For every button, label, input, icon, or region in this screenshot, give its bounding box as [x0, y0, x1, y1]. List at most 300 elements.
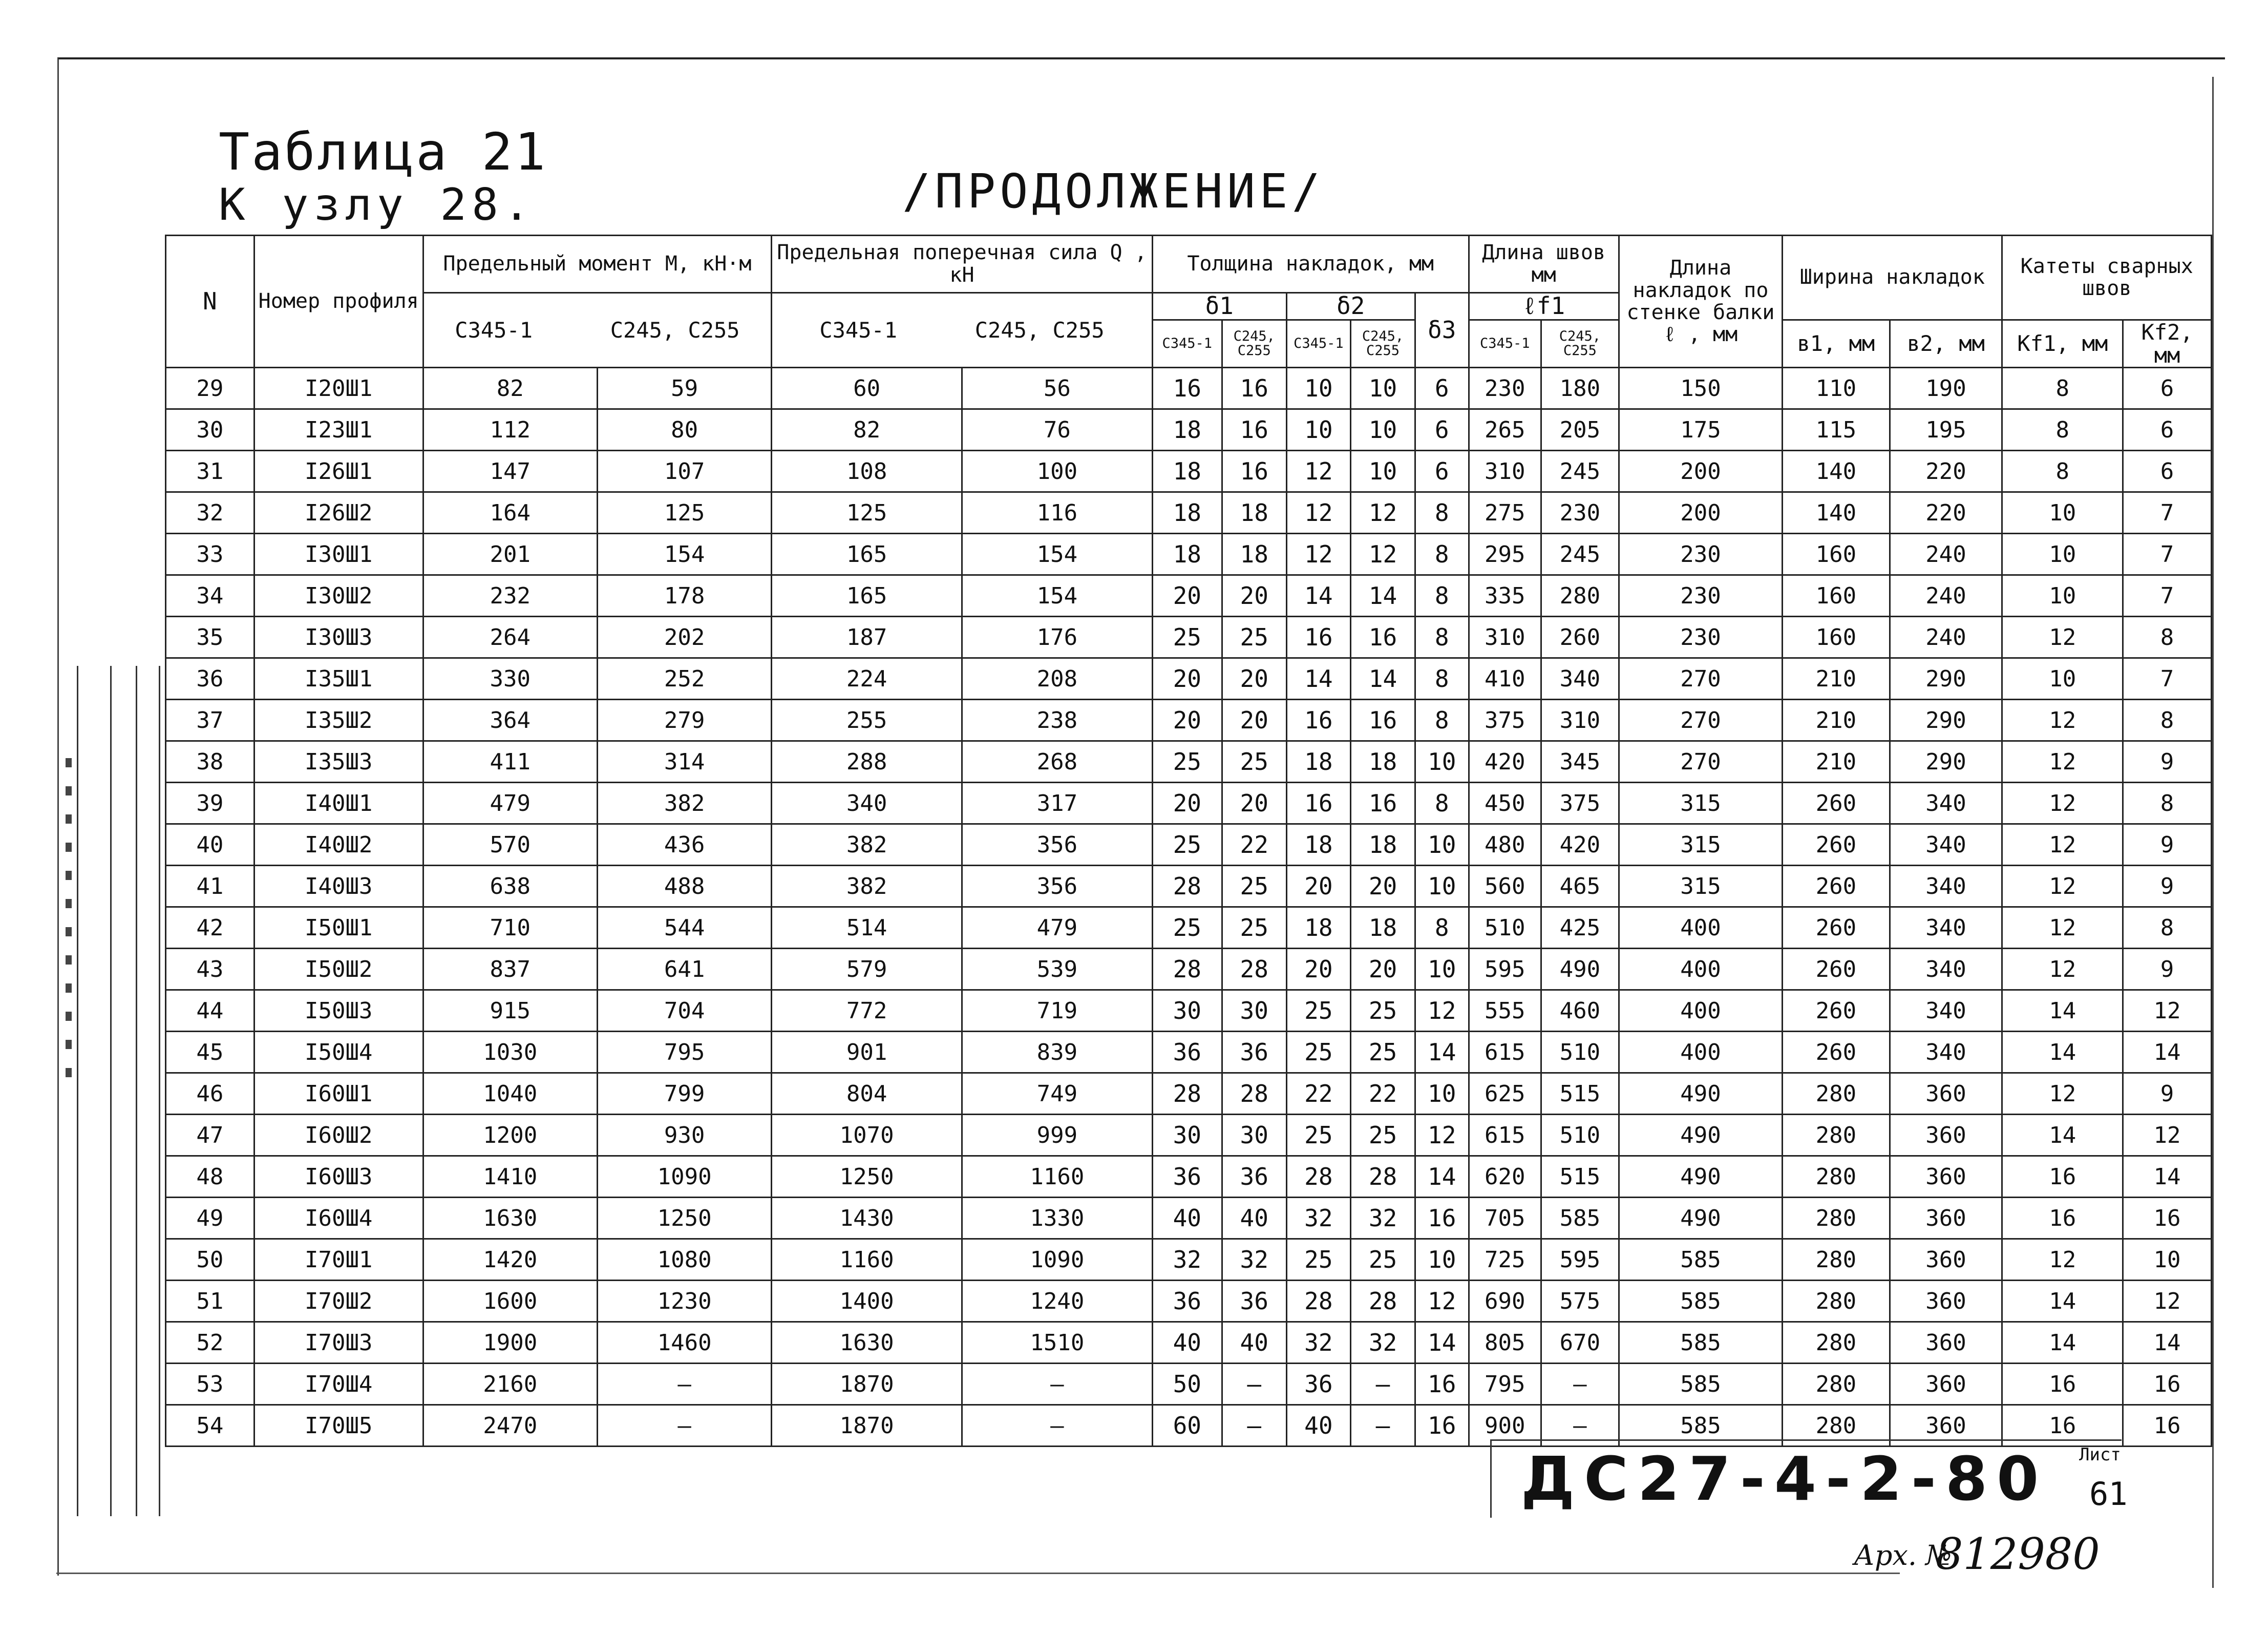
leg-kf2: 14 [2123, 1032, 2212, 1073]
table-row [166, 368, 2212, 409]
weld-c245: 205 [1541, 409, 1619, 451]
profile-number: I23Ш1 [254, 409, 423, 451]
moment-c245: 1230 [597, 1281, 771, 1322]
row-number: 41 [166, 866, 255, 907]
thickness-d2-c345: 14 [1286, 575, 1351, 617]
thk-d2-c345: С345-1 [1286, 320, 1351, 368]
thickness-d1-c245: 20 [1222, 700, 1286, 741]
shear-c245: 479 [962, 907, 1153, 949]
binding-tick [66, 927, 72, 936]
moment-c245: 1090 [597, 1156, 771, 1198]
table-row [166, 451, 2212, 492]
width-b1: 160 [1783, 534, 1890, 575]
weld-c245: 375 [1541, 783, 1619, 824]
shear-c345: 82 [772, 409, 962, 451]
thickness-d3: 14 [1415, 1322, 1469, 1364]
shear-c245: 1330 [962, 1198, 1153, 1239]
width-b1: 280 [1783, 1281, 1890, 1322]
thickness-d2-c345: 12 [1286, 534, 1351, 575]
row-number: 38 [166, 741, 255, 783]
thickness-d2-c245: 20 [1351, 949, 1415, 990]
weld-c245: 515 [1541, 1156, 1619, 1198]
shear-c245: — [962, 1405, 1153, 1447]
profile-number: I35Ш2 [254, 700, 423, 741]
width-b2: 290 [1890, 658, 2002, 700]
row-number: 45 [166, 1032, 255, 1073]
thickness-d2-c345: 16 [1286, 617, 1351, 658]
thickness-d2-c245: 25 [1351, 990, 1415, 1032]
binding-tick [66, 1068, 72, 1077]
weld-c345: 795 [1469, 1364, 1541, 1405]
leg-kf1: 12 [2002, 1073, 2123, 1115]
thickness-d2-c245: — [1351, 1364, 1415, 1405]
thickness-d1-c345: 25 [1152, 617, 1222, 658]
row-number: 40 [166, 824, 255, 866]
thickness-d2-c345: 20 [1286, 866, 1351, 907]
frame-bottom-edge [56, 1573, 1900, 1574]
weld-c345: 480 [1469, 824, 1541, 866]
thickness-d2-c345: 16 [1286, 700, 1351, 741]
profile-table [165, 235, 2212, 1447]
thickness-d3: 12 [1415, 1281, 1469, 1322]
thickness-d2-c345: 25 [1286, 990, 1351, 1032]
header-n: N [166, 236, 255, 368]
leg-kf1: 8 [2002, 451, 2123, 492]
weld-c245: 465 [1541, 866, 1619, 907]
thickness-d1-c345: 30 [1152, 990, 1222, 1032]
thickness-d1-c245: 28 [1222, 949, 1286, 990]
thickness-d3: 16 [1415, 1364, 1469, 1405]
thickness-d3: 8 [1415, 534, 1469, 575]
document-number: ДС27-4-2-80 [1521, 1443, 2048, 1514]
thickness-d2-c245: 20 [1351, 866, 1415, 907]
shear-c245: 1510 [962, 1322, 1153, 1364]
thickness-d1-c345: 32 [1152, 1239, 1222, 1281]
thickness-d3: 12 [1415, 990, 1469, 1032]
thickness-d1-c245: 25 [1222, 741, 1286, 783]
profile-number: I70Ш3 [254, 1322, 423, 1364]
width-b2: 220 [1890, 492, 2002, 534]
thickness-d2-c245: 25 [1351, 1239, 1415, 1281]
weld-c345: 705 [1469, 1198, 1541, 1239]
table-row [166, 617, 2212, 658]
weld-c345: 375 [1469, 700, 1541, 741]
thk-d1-c245: С245, С255 [1222, 320, 1286, 368]
thickness-d3: 10 [1415, 866, 1469, 907]
moment-c345: 479 [423, 783, 597, 824]
header-weld-length: Длина швов мм [1469, 236, 1619, 293]
width-b1: 160 [1783, 617, 1890, 658]
leg-kf1: 8 [2002, 409, 2123, 451]
plate-length: 490 [1619, 1198, 1782, 1239]
weld-c245: 310 [1541, 700, 1619, 741]
binding-line [77, 666, 78, 1516]
thickness-d2-c245: 14 [1351, 575, 1415, 617]
moment-c345: 164 [423, 492, 597, 534]
profile-number: I40Ш2 [254, 824, 423, 866]
leg-kf1: 10 [2002, 658, 2123, 700]
header-kf2: Кf2, мм [2123, 320, 2212, 368]
weld-c245: 245 [1541, 451, 1619, 492]
weld-c245: 280 [1541, 575, 1619, 617]
table-row [166, 907, 2212, 949]
header-thickness: Толщина накладок, мм [1152, 236, 1469, 293]
thickness-d2-c345: 16 [1286, 783, 1351, 824]
thickness-d1-c245: 40 [1222, 1322, 1286, 1364]
thickness-d2-c345: 28 [1286, 1156, 1351, 1198]
thickness-d2-c345: 25 [1286, 1239, 1351, 1281]
moment-c345: 1600 [423, 1281, 597, 1322]
moment-c245: 107 [597, 451, 771, 492]
thickness-d2-c245: 25 [1351, 1115, 1415, 1156]
header-delta3: δ3 [1415, 293, 1469, 368]
leg-kf1: 12 [2002, 907, 2123, 949]
width-b2: 360 [1890, 1156, 2002, 1198]
thickness-d1-c345: 25 [1152, 907, 1222, 949]
plate-length: 315 [1619, 866, 1782, 907]
moment-c345: 264 [423, 617, 597, 658]
plate-length: 400 [1619, 949, 1782, 990]
moment-c345: 2160 [423, 1364, 597, 1405]
plate-length: 490 [1619, 1073, 1782, 1115]
table-row [166, 1198, 2212, 1239]
width-b2: 340 [1890, 990, 2002, 1032]
thickness-d2-c245: 14 [1351, 658, 1415, 700]
shear-c245: 356 [962, 824, 1153, 866]
row-number: 32 [166, 492, 255, 534]
profile-number: I50Ш1 [254, 907, 423, 949]
moment-c245: 382 [597, 783, 771, 824]
leg-kf2: 16 [2123, 1364, 2212, 1405]
thickness-d1-c245: 20 [1222, 575, 1286, 617]
thickness-d1-c245: 16 [1222, 368, 1286, 409]
profile-number: I40Ш3 [254, 866, 423, 907]
shear-c245: 999 [962, 1115, 1153, 1156]
moment-c245: 178 [597, 575, 771, 617]
row-number: 47 [166, 1115, 255, 1156]
leg-kf2: 8 [2123, 617, 2212, 658]
width-b2: 220 [1890, 451, 2002, 492]
thickness-d1-c345: 28 [1152, 866, 1222, 907]
table-row [166, 741, 2212, 783]
thickness-d2-c245: 18 [1351, 907, 1415, 949]
thickness-d1-c245: — [1222, 1364, 1286, 1405]
leg-kf2: 7 [2123, 492, 2212, 534]
width-b2: 340 [1890, 907, 2002, 949]
width-b1: 210 [1783, 700, 1890, 741]
width-b2: 360 [1890, 1281, 2002, 1322]
width-b2: 340 [1890, 949, 2002, 990]
moment-c245: 795 [597, 1032, 771, 1073]
plate-length: 585 [1619, 1364, 1782, 1405]
thickness-d3: 10 [1415, 1239, 1469, 1281]
plate-length: 175 [1619, 409, 1782, 451]
shear-c345: 772 [772, 990, 962, 1032]
weld-c345: 595 [1469, 949, 1541, 990]
sheet-label: Лист [2079, 1444, 2121, 1465]
binding-line [159, 666, 160, 1516]
weld-c245: 585 [1541, 1198, 1619, 1239]
thickness-d3: 6 [1415, 409, 1469, 451]
leg-kf2: 16 [2123, 1405, 2212, 1447]
moment-c345: 232 [423, 575, 597, 617]
profile-number: I35Ш1 [254, 658, 423, 700]
width-b1: 210 [1783, 741, 1890, 783]
binding-line [136, 666, 137, 1516]
row-number: 54 [166, 1405, 255, 1447]
plate-length: 230 [1619, 617, 1782, 658]
thickness-d2-c245: 22 [1351, 1073, 1415, 1115]
shear-c245: 1090 [962, 1239, 1153, 1281]
moment-c345: 1420 [423, 1239, 597, 1281]
moment-c245: 252 [597, 658, 771, 700]
row-number: 30 [166, 409, 255, 451]
thickness-d1-c345: 20 [1152, 783, 1222, 824]
thickness-d2-c345: 20 [1286, 949, 1351, 990]
moment-c345: 330 [423, 658, 597, 700]
thickness-d3: 14 [1415, 1156, 1469, 1198]
profile-number: I20Ш1 [254, 368, 423, 409]
width-b1: 280 [1783, 1322, 1890, 1364]
row-number: 35 [166, 617, 255, 658]
thickness-d3: 10 [1415, 1073, 1469, 1115]
width-b2: 240 [1890, 575, 2002, 617]
shear-c345: 224 [772, 658, 962, 700]
width-b2: 340 [1890, 1032, 2002, 1073]
leg-kf1: 16 [2002, 1364, 2123, 1405]
moment-c345: 1410 [423, 1156, 597, 1198]
moment-c245: 59 [597, 368, 771, 409]
weld-c245: 230 [1541, 492, 1619, 534]
moment-c345: 570 [423, 824, 597, 866]
weld-c345: 900 [1469, 1405, 1541, 1447]
shear-c245: 238 [962, 700, 1153, 741]
binding-tick [66, 899, 72, 908]
thickness-d2-c345: 18 [1286, 741, 1351, 783]
row-number: 37 [166, 700, 255, 741]
width-b1: 280 [1783, 1073, 1890, 1115]
width-b1: 260 [1783, 1032, 1890, 1073]
moment-c245: 125 [597, 492, 771, 534]
shear-c245: 317 [962, 783, 1153, 824]
plate-length: 585 [1619, 1281, 1782, 1322]
table-row [166, 1364, 2212, 1405]
profile-number: I60Ш4 [254, 1198, 423, 1239]
width-b1: 140 [1783, 451, 1890, 492]
moment-c245: 436 [597, 824, 771, 866]
thickness-d1-c245: 32 [1222, 1239, 1286, 1281]
width-b1: 260 [1783, 949, 1890, 990]
shear-c245: — [962, 1364, 1153, 1405]
thickness-d1-c345: 30 [1152, 1115, 1222, 1156]
moment-c345: 1200 [423, 1115, 597, 1156]
shear-c345: 1070 [772, 1115, 962, 1156]
width-b1: 280 [1783, 1364, 1890, 1405]
moment-c245: 544 [597, 907, 771, 949]
leg-kf1: 10 [2002, 534, 2123, 575]
thickness-d2-c245: — [1351, 1405, 1415, 1447]
binding-tick [66, 871, 72, 880]
shear-c345: 901 [772, 1032, 962, 1073]
thickness-d2-c245: 10 [1351, 368, 1415, 409]
width-b1: 110 [1783, 368, 1890, 409]
plate-length: 200 [1619, 451, 1782, 492]
row-number: 31 [166, 451, 255, 492]
leg-kf1: 12 [2002, 1239, 2123, 1281]
moment-c245: 314 [597, 741, 771, 783]
plate-length: 270 [1619, 658, 1782, 700]
leg-kf2: 7 [2123, 658, 2212, 700]
binding-tick [66, 758, 72, 767]
table-row [166, 1322, 2212, 1364]
width-b2: 360 [1890, 1364, 2002, 1405]
moment-c245: 202 [597, 617, 771, 658]
width-b2: 340 [1890, 783, 2002, 824]
shear-c345: 187 [772, 617, 962, 658]
moment-c245: — [597, 1405, 771, 1447]
weld-c345: 275 [1469, 492, 1541, 534]
plate-length: 400 [1619, 1032, 1782, 1073]
header-b1: в1, мм [1783, 320, 1890, 368]
thickness-d2-c245: 16 [1351, 617, 1415, 658]
width-b2: 195 [1890, 409, 2002, 451]
profile-number: I60Ш3 [254, 1156, 423, 1198]
shear-c345: 579 [772, 949, 962, 990]
row-number: 34 [166, 575, 255, 617]
table-row [166, 1239, 2212, 1281]
row-number: 33 [166, 534, 255, 575]
moment-c245: 799 [597, 1073, 771, 1115]
profile-number: I70Ш2 [254, 1281, 423, 1322]
width-b2: 360 [1890, 1239, 2002, 1281]
row-number: 50 [166, 1239, 255, 1281]
plate-length: 230 [1619, 534, 1782, 575]
row-number: 42 [166, 907, 255, 949]
thickness-d1-c245: 18 [1222, 534, 1286, 575]
header-delta2: δ2 [1286, 293, 1415, 320]
thickness-d2-c245: 32 [1351, 1322, 1415, 1364]
thickness-d3: 10 [1415, 949, 1469, 990]
binding-tick [66, 983, 72, 993]
shear-c345: 288 [772, 741, 962, 783]
shear-c245: 1160 [962, 1156, 1153, 1198]
thickness-d2-c345: 32 [1286, 1322, 1351, 1364]
width-b1: 280 [1783, 1156, 1890, 1198]
moment-c345: 1030 [423, 1032, 597, 1073]
thickness-d2-c345: 25 [1286, 1115, 1351, 1156]
table-row [166, 409, 2212, 451]
thickness-d1-c345: 16 [1152, 368, 1222, 409]
thickness-d1-c245: 22 [1222, 824, 1286, 866]
thickness-d3: 8 [1415, 907, 1469, 949]
leg-kf2: 12 [2123, 1281, 2212, 1322]
thickness-d1-c345: 36 [1152, 1032, 1222, 1073]
weld-c345: С345-1 [1469, 320, 1541, 368]
leg-kf2: 12 [2123, 990, 2212, 1032]
header-delta1: δ1 [1152, 293, 1286, 320]
thickness-d3: 8 [1415, 492, 1469, 534]
weld-c245: 510 [1541, 1032, 1619, 1073]
plate-length: 490 [1619, 1115, 1782, 1156]
thickness-d3: 10 [1415, 741, 1469, 783]
plate-length: 585 [1619, 1405, 1782, 1447]
leg-kf1: 14 [2002, 1115, 2123, 1156]
weld-c345: 510 [1469, 907, 1541, 949]
weld-c345: 690 [1469, 1281, 1541, 1322]
thickness-d1-c245: 28 [1222, 1073, 1286, 1115]
thickness-d1-c245: 40 [1222, 1198, 1286, 1239]
thickness-d2-c245: 16 [1351, 700, 1415, 741]
width-b1: 260 [1783, 866, 1890, 907]
shear-c345: 255 [772, 700, 962, 741]
archive-label: Арх. № [1854, 1539, 1952, 1572]
thickness-d2-c245: 25 [1351, 1032, 1415, 1073]
binding-tick [66, 955, 72, 965]
weld-c345: 615 [1469, 1115, 1541, 1156]
shear-c245: 719 [962, 990, 1153, 1032]
weld-c345: 335 [1469, 575, 1541, 617]
weld-c345: 230 [1469, 368, 1541, 409]
thickness-d1-c345: 50 [1152, 1364, 1222, 1405]
width-b2: 340 [1890, 866, 2002, 907]
leg-kf2: 6 [2123, 368, 2212, 409]
thickness-d2-c345: 12 [1286, 492, 1351, 534]
leg-kf2: 9 [2123, 949, 2212, 990]
weld-c245: 245 [1541, 534, 1619, 575]
weld-c345: 265 [1469, 409, 1541, 451]
thickness-d1-c345: 18 [1152, 451, 1222, 492]
table-row [166, 1073, 2212, 1115]
table-row [166, 1032, 2212, 1073]
thickness-d3: 8 [1415, 575, 1469, 617]
width-b2: 240 [1890, 617, 2002, 658]
width-b1: 140 [1783, 492, 1890, 534]
moment-c245: 1250 [597, 1198, 771, 1239]
shear-steel-c345: С345-1 [819, 318, 898, 343]
leg-kf1: 12 [2002, 700, 2123, 741]
moment-c345: 2470 [423, 1405, 597, 1447]
thickness-d1-c245: 25 [1222, 907, 1286, 949]
leg-kf2: 8 [2123, 783, 2212, 824]
header-kf1: Кf1, мм [2002, 320, 2123, 368]
header-width: Ширина накладок [1783, 236, 2002, 320]
binding-tick [66, 814, 72, 824]
leg-kf1: 14 [2002, 1032, 2123, 1073]
thickness-d1-c245: 30 [1222, 1115, 1286, 1156]
shear-c345: 382 [772, 866, 962, 907]
plate-length: 585 [1619, 1322, 1782, 1364]
width-b1: 260 [1783, 824, 1890, 866]
thickness-d1-c245: 16 [1222, 409, 1286, 451]
table-node-ref: К узлу 28. [219, 179, 535, 231]
leg-kf2: 6 [2123, 451, 2212, 492]
shear-c345: 165 [772, 534, 962, 575]
shear-c345: 1870 [772, 1364, 962, 1405]
weld-c245: 425 [1541, 907, 1619, 949]
thickness-d2-c345: 10 [1286, 409, 1351, 451]
plate-length: 200 [1619, 492, 1782, 534]
moment-c245: — [597, 1364, 771, 1405]
shear-c345: 1400 [772, 1281, 962, 1322]
profile-number: I70Ш4 [254, 1364, 423, 1405]
table-row [166, 783, 2212, 824]
weld-c345: 450 [1469, 783, 1541, 824]
table-row [166, 990, 2212, 1032]
continuation-label: /ПРОДОЛЖЕНИЕ/ [902, 164, 1325, 219]
thickness-d3: 8 [1415, 700, 1469, 741]
moment-c345: 411 [423, 741, 597, 783]
binding-tick [66, 843, 72, 852]
